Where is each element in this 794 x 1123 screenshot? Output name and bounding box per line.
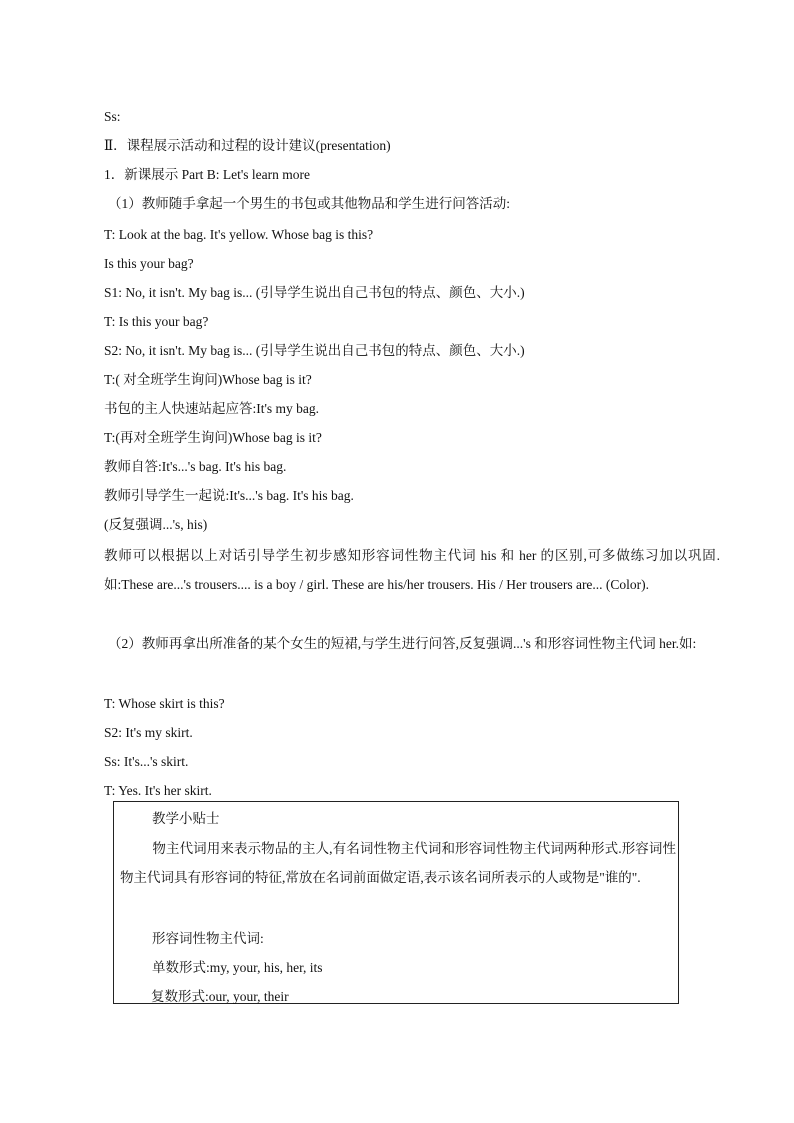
paragraph-explanation: 教师可以根据以上对话引导学生初步感知形容词性物主代词 his 和 her 的区别,可多做练习加以巩固.如:These are...'s trousers.... is a boy / girl. These are his/her trousers. His / Her trousers are... (Color). (104, 548, 720, 592)
note-line: (反复强调...'s, his) (104, 517, 208, 532)
dialog-line: 教师自答:It's...'s bag. It's his bag. (104, 459, 287, 474)
tip-heading: 形容词性物主代词: (152, 931, 264, 946)
tip-singular-forms: 单数形式:my, your, his, her, its (152, 960, 323, 975)
dialog-line: S2: No, it isn't. My bag is... (引导学生说出自己书包的特点、颜色、大小.) (104, 343, 525, 358)
activity-step-1: （1）教师随手拿起一个男生的书包或其他物品和学生进行问答活动: (108, 196, 510, 211)
teaching-tip-box (113, 801, 679, 1004)
dialog-line: T: Whose skirt is this? (104, 696, 225, 711)
dialog-line: 教师引导学生一起说:It's...'s bag. It's his bag. (104, 488, 354, 503)
activity-step-2: （2）教师再拿出所准备的某个女生的短裙,与学生进行问答,反复强调...'s 和形容词性物主代词 her.如: (108, 636, 697, 651)
section-heading: Ⅱ．课程展示活动和过程的设计建议(presentation) (104, 138, 391, 153)
subsection-heading: 1．新课展示 Part B: Let's learn more (104, 167, 311, 182)
dialog-line: 书包的主人快速站起应答:It's my bag. (104, 401, 320, 416)
dialog-line: T: Is this your bag? (104, 314, 209, 329)
tip-body: 物主代词用来表示物品的主人,有名词性物主代词和形容词性物主代词两种形式.形容词性物主代词具有形容词的特征,常放在名词前面做定语,表示该名词所表示的人或物是"谁的". (120, 841, 676, 885)
dialog-line: S2: It's my skirt. (104, 725, 193, 740)
dialog-line: T:(再对全班学生询问)Whose bag is it? (104, 430, 322, 445)
dialog-line: Ss: It's...'s skirt. (104, 754, 189, 769)
dialog-line: T:( 对全班学生询问)Whose bag is it? (104, 372, 312, 387)
dialog-line: T: Look at the bag. It's yellow. Whose bag is this? (104, 227, 374, 242)
dialog-line: T: Yes. It's her skirt. (104, 783, 212, 798)
dialog-line: Is this your bag? (104, 256, 194, 271)
tip-plural-forms: 复数形式:our, your, their (151, 989, 289, 1004)
text-line: Ss: (104, 109, 121, 124)
tip-title: 教学小贴士 (152, 811, 220, 826)
dialog-line: S1: No, it isn't. My bag is... (引导学生说出自己书包的特点、颜色、大小.) (104, 285, 525, 300)
